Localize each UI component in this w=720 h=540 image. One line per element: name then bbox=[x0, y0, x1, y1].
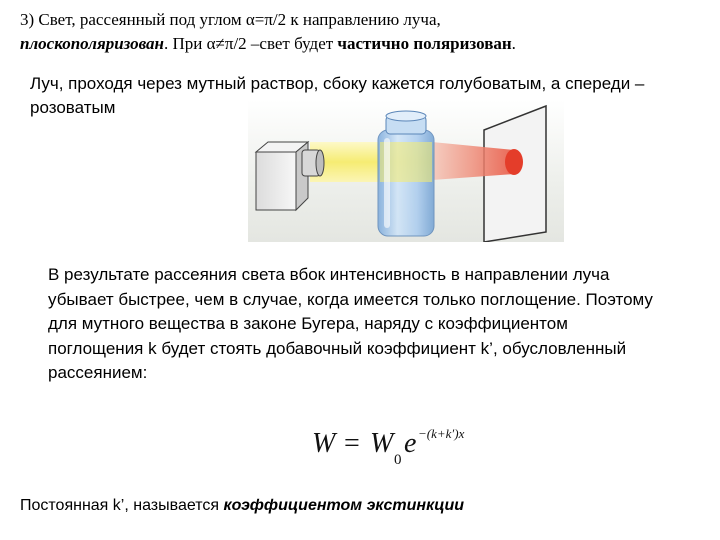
heading-line-2 bbox=[20, 32, 710, 56]
formula-e: e bbox=[404, 428, 417, 459]
glass-jar bbox=[378, 111, 434, 236]
heading-mid-text: . При α≠π/2 –свет будет bbox=[164, 34, 338, 53]
formula-subscript: 0 bbox=[394, 452, 402, 468]
slide-heading bbox=[20, 8, 710, 56]
formula-equals: = bbox=[344, 428, 360, 459]
scattering-paragraph: В результате рассеяния света вбок интенсивность в направлении луча убывает быстрее, чем в случае, когда имеется только поглощение. Поэтому для мутного вещества в законе Бугера, наряду с коэффициентом поглощения k будет стоять добавочный коэффициент k’, обусловленный рассеянием: bbox=[48, 265, 653, 382]
footer-prefix: Постоянная k’, называется bbox=[20, 497, 224, 514]
formula-exponent: −(k+k′)x bbox=[418, 426, 465, 441]
heading-italic-term: плоскополяризован bbox=[20, 34, 164, 53]
footer-text bbox=[20, 495, 710, 517]
footer-term: коэффициентом экстинкции bbox=[223, 497, 465, 514]
bouguer-formula bbox=[312, 425, 502, 475]
formula-lhs: W bbox=[312, 428, 336, 459]
heading-bold-term: частично поляризован bbox=[337, 34, 512, 53]
scattering-figure bbox=[248, 100, 564, 242]
heading-end: . bbox=[511, 34, 516, 53]
formula-w0: W bbox=[370, 428, 394, 459]
intro-text: Луч, проходя через мутный раствор, сбоку кажется голубоватым, а спереди – розоватым bbox=[30, 74, 645, 117]
heading-line-1: 3) Свет, рассеянный под углом α=π/2 к направлению луча, bbox=[20, 10, 441, 29]
